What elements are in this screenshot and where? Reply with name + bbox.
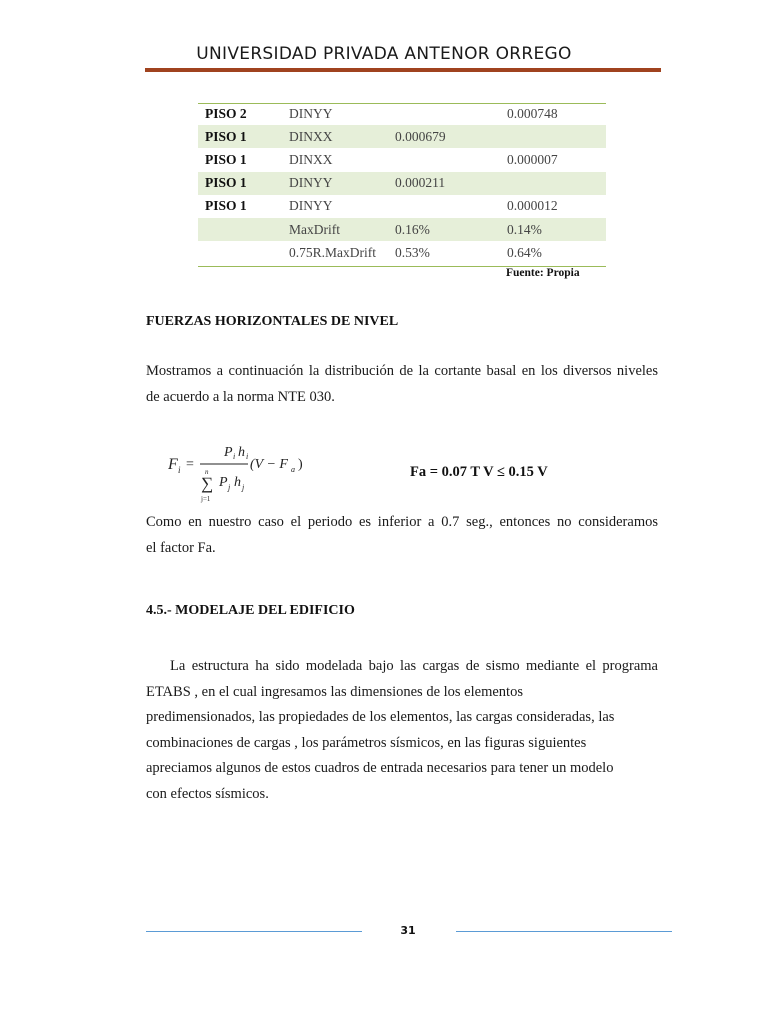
formula-den-p: P (219, 475, 228, 490)
formula-sum-top: n (205, 468, 209, 476)
table-source: Fuente: Propia (506, 267, 580, 279)
paragraph-line: combinaciones de cargas , los parámetros sísmicos, en las figuras siguientes (146, 734, 587, 751)
cell-y: 0.000007 (507, 151, 558, 167)
formula-den-sub2: j (242, 483, 245, 492)
formula-eq: = (186, 457, 194, 472)
intro-line: Mostramos a continuación la distribución de la cortante basal en los diversos niveles (146, 363, 658, 379)
cell-x: 0.53% (395, 244, 430, 260)
cell-x (388, 102, 500, 125)
formula-num-p: P (224, 445, 233, 460)
footer-rule-right (456, 931, 672, 932)
table-row (198, 172, 606, 195)
cell-caso: DINXX (289, 151, 333, 167)
formula-lhs-sub: i (178, 465, 181, 475)
cell-piso: PISO 2 (205, 105, 247, 121)
footer-rule-left (146, 931, 362, 932)
cell-x (388, 195, 500, 218)
note-line: el factor Fa. (146, 539, 216, 556)
cell-piso (198, 218, 282, 241)
table-row (198, 148, 606, 171)
paragraph-line: con efectos sísmicos. (146, 785, 269, 802)
paragraph-line: La estructura ha sido modelada bajo las cargas de sismo mediante el programa (170, 658, 658, 674)
cell-caso: MaxDrift (282, 218, 388, 241)
cell-piso: PISO 1 (205, 151, 247, 167)
cell-y: 0.000012 (507, 198, 558, 214)
table-row (198, 195, 606, 218)
cell-y: 0.14% (500, 218, 606, 241)
drift-table (198, 102, 606, 264)
formula-lhs: F (168, 456, 178, 473)
cell-caso: DINYY (289, 105, 333, 121)
cell-y (500, 125, 606, 148)
formula-sum: ∑ (201, 474, 214, 493)
table-row (198, 102, 606, 125)
section-heading-fuerzas: FUERZAS HORIZONTALES DE NIVEL (146, 314, 399, 329)
header-title: UNIVERSIDAD PRIVADA ANTENOR ORREGO (196, 44, 572, 64)
formula-paren-close: ) (298, 457, 303, 472)
intro-paragraph (146, 359, 658, 410)
page-number: 31 (400, 924, 416, 937)
cell-caso: 0.75R.MaxDrift (289, 244, 376, 260)
table-row (198, 125, 606, 148)
cell-y: 0.000748 (507, 105, 558, 121)
paragraph-line: apreciamos algunos de estos cuadros de entrada necesarios para tener un modelo (146, 760, 614, 776)
fa-formula: Fa = 0.07 T V ≤ 0.15 V (410, 464, 548, 480)
cell-piso (198, 241, 282, 264)
cell-x (388, 148, 500, 171)
paragraph-line: predimensionados, las propiedades de los elementos, las cargas consideradas, las (146, 709, 615, 725)
force-distribution-formula (168, 440, 313, 504)
formula-num-sub1: i (233, 452, 236, 461)
formula-den-sub1: j (228, 483, 231, 492)
header-rule (145, 68, 661, 72)
formula-den-h: h (234, 475, 241, 490)
cell-y (500, 172, 606, 195)
section-heading-modelaje: 4.5.- MODELAJE DEL EDIFICIO (146, 603, 355, 618)
cell-piso: PISO 1 (198, 172, 282, 195)
table-row (198, 241, 606, 264)
formula-num-sub2: i (246, 452, 249, 461)
intro-line: de acuerdo a la norma NTE 030. (146, 388, 335, 405)
cell-x: 0.16% (388, 218, 500, 241)
note-paragraph (146, 510, 658, 561)
paragraph-line: ETABS , en el cual ingresamos las dimensiones de los elementos (146, 683, 523, 700)
cell-caso: DINXX (282, 125, 388, 148)
note-line: Como en nuestro caso el periodo es inferior a 0.7 seg., entonces no consideramos (146, 514, 658, 530)
table-row (198, 218, 606, 241)
formula-sum-bottom: j=1 (201, 495, 211, 503)
cell-piso: PISO 1 (198, 125, 282, 148)
cell-piso: PISO 1 (205, 198, 247, 214)
formula-num-h: h (238, 445, 245, 460)
cell-x: 0.000679 (388, 125, 500, 148)
formula-paren: (V − F (250, 457, 288, 472)
modelaje-paragraph (146, 654, 658, 807)
cell-caso: DINYY (282, 172, 388, 195)
cell-x: 0.000211 (388, 172, 500, 195)
cell-caso: DINYY (289, 198, 333, 214)
formula-paren-sub: a (291, 465, 295, 474)
cell-y: 0.64% (507, 244, 542, 260)
